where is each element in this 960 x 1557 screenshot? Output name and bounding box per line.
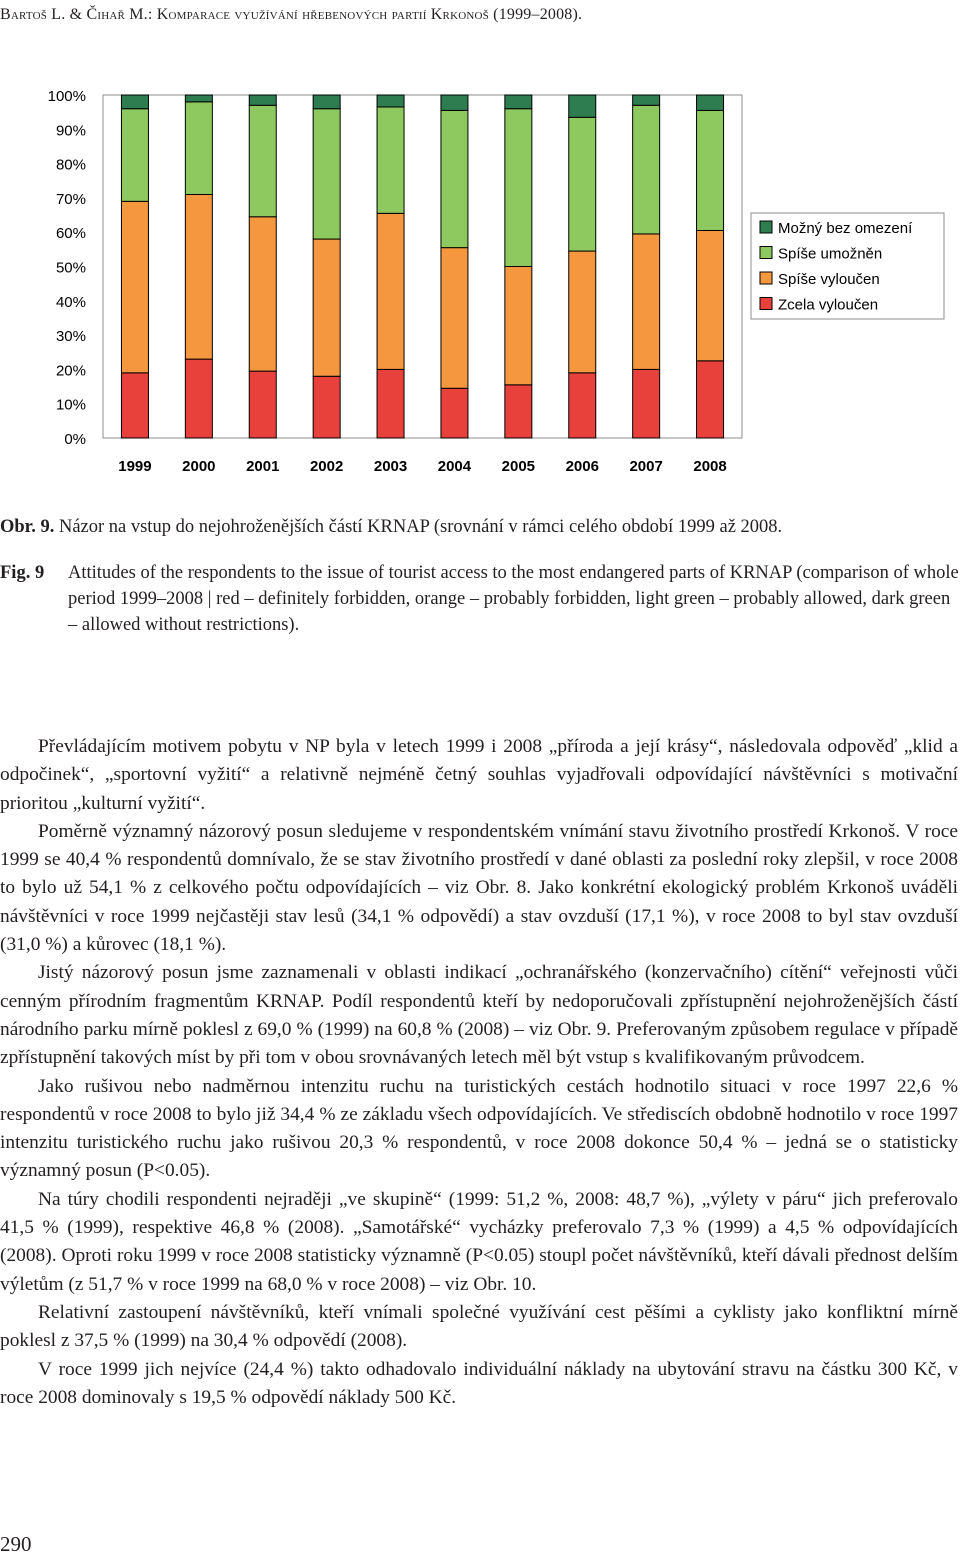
x-tick-label: 1999 [118,458,152,475]
bar-segment [505,267,532,385]
bar-segment [505,95,532,109]
running-head [0,6,582,24]
bar-segment [313,95,340,109]
bar-segment [697,361,724,438]
bar-segment [185,194,212,359]
y-tick-label: 60% [55,225,86,243]
legend-label: Spíše umožněn [778,245,883,263]
bar-segment [249,371,276,438]
bar-segment [505,109,532,267]
y-tick-label: 40% [55,293,86,311]
bar-segment [441,248,468,389]
paragraph: Jistý názorový posun jsme zaznamenali v oblasti indikací „ochranářského (konzervačního) cítění“ veřejnosti vůči cenným přírodním fragmentům KRNAP. Podíl respondentů kteří by nedoporučovali zpřístupnění nejohroženějších částí národního parku mírně poklesl z 69,0 % (1999) na 60,8 % (2008) – viz Obr. 9. Preferovaným způsobem regulace v případě zpřístupnění takových míst by při tom v obou srovnávaných letech měl být vstup s kvalifikovaným průvodcem. [0,962,958,1069]
bar-segment [249,217,276,371]
paragraph: Relativní zastoupení návštěvníků, kteří vnímali společné využívání cest pěšími a cyklisty jako konfliktní mírně poklesl z 37,5 % (1999) na 30,4 % odpovědí (2008). [0,1301,958,1352]
legend-label: Možný bez omezení [778,220,913,237]
bar-segment [185,95,212,102]
paragraph: Na túry chodili respondenti nejraději „ve skupině“ (1999: 51,2 %, 2008: 48,7 %), „výlety v páru“ jich preferovalo 41,5 % (1999), respektive 46,8 % (2008). „Samotářské“ vycházky preferovalo 7,3 % (1999) a 4,5 % odpovídajících (2008). Oproti roku 1999 v roce 2008 statisticky významně (P<0.05) stoupl počet návštěvníků, kteří dávali přednost delším výletům (z 51,7 % v roce 1999 na 68,0 % v roce 2008) – viz Obr. 10. [0,1188,958,1295]
y-tick-label: 30% [55,328,86,346]
bar-segment [569,373,596,438]
paragraph: Převládajícím motivem pobytu v NP byla v letech 1999 i 2008 „příroda a její krásy“, následovala odpověď „klid a odpočinek“, „sportovní vyžití“ a relativně nejméně četný souhlas vyjadřovali odpovídající návštěvníci s motivační prioritou „kulturní vyžití“. [0,736,958,814]
bar-segment [505,385,532,438]
y-tick-label: 50% [55,259,86,277]
figure-caption-en-text: Attitudes of the respondents to the issue of tourist access to the most endangered parts of KRNAP (comparison of whole period 1999–2008 | red – definitely forbidden, orange – probably forbidden, light green – probably allowed, dark green – allowed without restrictions). [68,563,959,635]
figure-caption-en [0,560,960,638]
bar-segment [633,234,660,369]
bar-segment [633,105,660,234]
bar-segment [249,105,276,216]
figure-caption-cz [0,514,960,540]
x-tick-label: 2004 [437,458,472,475]
x-tick-label: 2003 [373,458,408,475]
bar-segment [121,201,148,373]
bar-segment [185,359,212,438]
figure-label-cz: Obr. 9. [0,517,55,537]
bar-segment [697,110,724,230]
figure-label-en: Fig. 9 [0,563,45,583]
bar-segment [633,95,660,105]
legend-label: Spíše vyloučen [778,271,880,288]
bar-segment [569,117,596,251]
bar-segment [377,369,404,438]
y-tick-label: 20% [55,362,86,380]
legend-swatch [760,221,772,233]
page-number: 290 [0,1532,32,1556]
x-tick-label: 2000 [182,458,216,475]
paragraph: Jako rušivou nebo nadměrnou intenzitu ruchu na turistických cestách hodnotilo situaci v roce 1997 22,6 % respondentů v roce 2008 to bylo již 34,4 % ze základu všech odpovídajících. Ve střediscích obdobně hodnotilo v roce 1997 intenzitu turistického ruchu jako rušivou 20,3 % respondentů, v roce 2008 dokonce 50,4 % – jedná se o statisticky významný posun (P<0.05). [0,1075,958,1182]
bar-segment [121,95,148,109]
y-tick-label: 10% [55,396,86,414]
x-tick-label: 2002 [309,458,344,475]
legend-swatch [760,247,772,259]
bar-segment [633,369,660,438]
y-tick-label: 0% [64,431,86,448]
running-head-title: Komparace využívání hřebenových partií Krkonoš (1999–2008). [156,6,583,23]
x-tick-label: 2005 [501,458,536,475]
bar-segment [313,376,340,438]
stacked-bar-chart [0,80,960,480]
bar-segment [377,95,404,107]
bar-segment [377,213,404,369]
bar-segment [377,107,404,213]
x-tick-label: 2001 [246,458,280,475]
paragraph: V roce 1999 jich nejvíce (24,4 %) takto odhadovalo individuální náklady na ubytování stravu na částku 300 Kč, v roce 2008 dominovaly s 19,5 % odpovědí náklady 500 Kč. [0,1358,958,1408]
bar-segment [121,109,148,202]
bar-segment [441,388,468,438]
bar-segment [313,239,340,376]
y-tick-label: 80% [55,156,86,174]
body-text [0,733,958,1412]
legend-label: Zcela vyloučen [778,296,879,314]
running-head-authors: Bartoš L. & Čihař M.: [0,6,157,23]
bar-segment [249,95,276,105]
x-tick-label: 2008 [693,458,727,475]
x-tick-label: 2006 [565,458,599,475]
y-tick-label: 90% [55,122,86,140]
y-tick-label: 100% [47,88,86,105]
figure-caption-cz-text: Názor na vstup do nejohroženějších částí KRNAP (srovnání v rámci celého období 1999 až 2008. [54,517,783,537]
bar-segment [313,109,340,239]
paragraph: Poměrně významný názorový posun sledujeme v respondentském vnímání stavu životního prostředí Krkonoš. V roce 1999 se 40,4 % respondentů domnívalo, že se stav životního prostředí v dané oblasti za poslední roky zlepšil, v roce 2008 to bylo už 54,1 % z celkového počtu odpovídajících – viz Obr. 8. Jako konkrétní ekologický problém Krkonoš uváděli návštěvníci v roce 1999 nejčastěji stav lesů (34,1 % odpovědí) a stav ovzduší (17,1 %), v roce 2008 to byl stav ovzduší (31,0 %) a kůrovec (18,1 %). [0,820,958,956]
bar-segment [185,102,212,195]
bar-segment [121,373,148,438]
bar-segment [569,95,596,117]
legend-swatch [760,298,772,310]
bar-segment [569,251,596,373]
bar-segment [697,230,724,360]
bar-segment [441,95,468,110]
bar-segment [697,95,724,110]
bar-segment [441,110,468,247]
x-tick-label: 2007 [629,458,663,475]
y-tick-label: 70% [55,190,86,208]
legend-swatch [760,272,772,284]
